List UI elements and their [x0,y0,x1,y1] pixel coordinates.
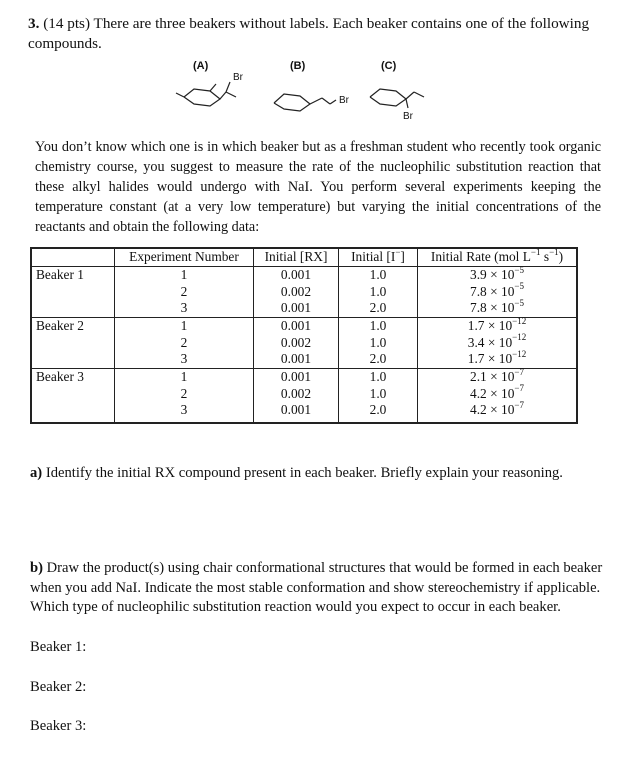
kinetics-table [30,247,578,424]
part-b-label: b) [30,560,43,576]
part-b [30,559,605,618]
compound-a-br: Br [233,72,243,83]
table-row: 3 0.001 2.0 $1.7 \times 10^{-12}$ [31,351,577,368]
part-a-text: Identify the initial RX compound present in each beaker. Briefly explain your reasoning. [45,465,563,481]
table-row: Beaker 3 1 0.001 1.0 $2.1 \times 10^{-7}$ [31,368,577,385]
compound-a-structure [176,82,236,106]
header-rx: Initial [RX] [254,248,339,266]
answer-beaker-1: Beaker 1: [30,639,87,655]
header-experiment: Experiment Number [115,248,254,266]
answer-beaker-3: Beaker 3: [30,718,87,734]
beaker-label: Beaker 1 [31,266,115,283]
part-a [30,465,563,482]
compound-b-br: Br [339,95,349,106]
question-points: (14 pts) [43,15,91,32]
header-iodide: Initial [I−] [339,248,418,266]
table-header-row [31,248,577,266]
beaker-label: Beaker 2 [31,317,115,334]
table-row: Beaker 1 1 0.001 1.0 $3.9 \times 10^{-5}$ [31,266,577,283]
compound-a-label: (A) [193,60,209,72]
part-b-text: Draw the product(s) using chair conformational structures that would be formed in each beaker when you add NaI. Indicate the most stable conformation and show stereochemistry if applicable. Which type of nucleophilic substitution reaction would you expect to occur in each beaker. [30,560,603,616]
table-row: 2 0.002 1.0 $4.2 \times 10^{-7}$ [31,386,577,403]
table-row: 3 0.001 2.0 $7.8 \times 10^{-5}$ [31,300,577,317]
compound-b-structure [274,94,336,111]
question-header [28,14,608,54]
compound-c-br: Br [403,111,413,122]
beaker-label: Beaker 3 [31,368,115,385]
header-rate: Initial Rate (mol $L^{-1}$ $s^{-1}$) [418,248,578,266]
compound-b-label: (B) [290,60,306,72]
table-row: 2 0.002 1.0 $7.8 \times 10^{-5}$ [31,283,577,300]
compound-c-structure [370,89,424,108]
compound-c-label: (C) [381,60,397,72]
answer-beaker-2: Beaker 2: [30,679,87,695]
question-text: There are three beakers without labels. Each beaker contains one of the following compounds. [28,15,590,52]
table-row: 2 0.002 1.0 $3.4 \times 10^{-12}$ [31,334,577,351]
problem-paragraph: You don’t know which one is in which beaker but as a freshman student who recently took organic chemistry course, you suggest to measure the rate of the nucleophilic substitution reaction that these alkyl halides would undergo with NaI. You perform several experiments keeping the temperature constant (at a very low temperature) but varying the initial concentrations of the reactants and obtain the following data: [35,139,601,236]
table-row: Beaker 2 1 0.001 1.0 $1.7 \times 10^{-12}$ [31,317,577,334]
table-row: 3 0.001 2.0 $4.2 \times 10^{-7}$ [31,402,577,423]
part-a-label: a) [30,465,43,481]
question-number: 3. [28,15,40,32]
